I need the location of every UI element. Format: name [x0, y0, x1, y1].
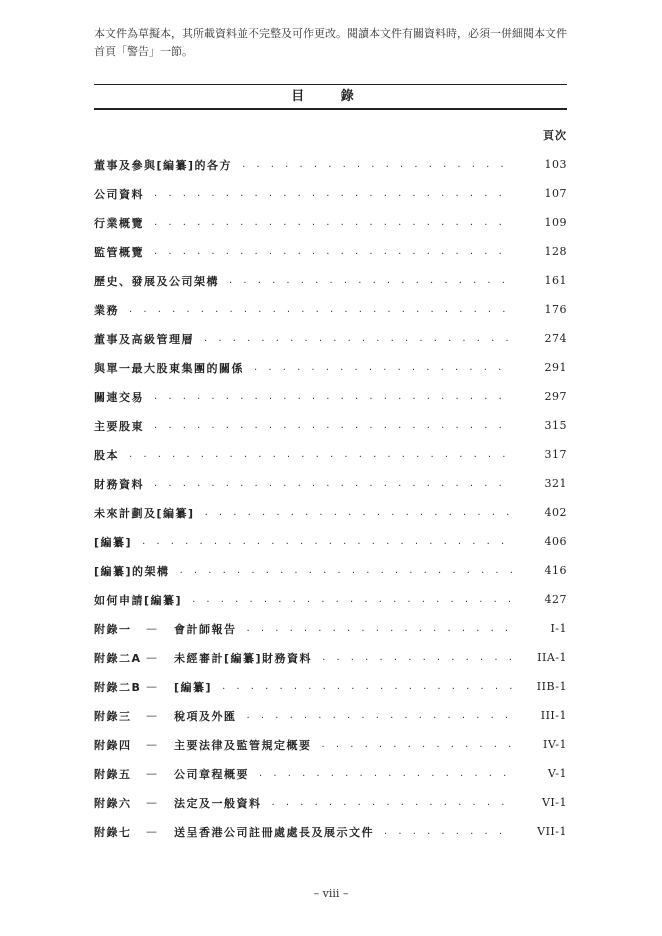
appendix-number: 附錄二B: [94, 680, 142, 694]
toc-entry-page: 402: [544, 506, 567, 519]
toc-entry-label: 業務: [94, 303, 119, 317]
dot-leader: [222, 681, 513, 692]
toc-entry-label: 公司資料: [94, 187, 144, 201]
dot-leader: [142, 536, 513, 547]
dot-leader: [154, 420, 513, 431]
toc-entry-label: [編纂]的架構: [94, 564, 170, 578]
page-number-footer: – viii –: [313, 887, 349, 900]
toc-entry-label: 董事及參與[編纂]的各方: [94, 158, 233, 172]
dot-leader: [242, 159, 513, 170]
toc-entry-label: 未來計劃及[編纂]: [94, 506, 195, 520]
toc-entry[interactable]: [94, 295, 567, 324]
toc-entry-label: 財務資料: [94, 477, 144, 491]
appendix-page: V-1: [547, 767, 567, 780]
toc-entry[interactable]: [94, 440, 567, 469]
toc-entry-page: 321: [544, 477, 567, 490]
dot-leader: [154, 188, 513, 199]
table-of-contents: [94, 150, 567, 846]
dot-leader: [247, 623, 514, 634]
toc-entry[interactable]: [94, 469, 567, 498]
toc-entry-page: 416: [544, 564, 567, 577]
appendix-title: 會計師報告: [174, 622, 237, 636]
appendix-number: 附錄四: [94, 738, 132, 752]
toc-appendix-entry[interactable]: [94, 730, 567, 759]
title-rule-bottom: [94, 108, 567, 110]
dot-leader: [154, 478, 513, 489]
appendix-page: IV-1: [543, 738, 567, 751]
toc-entry-label: 關連交易: [94, 390, 144, 404]
toc-entry[interactable]: [94, 208, 567, 237]
dot-leader: [322, 739, 514, 750]
toc-entry[interactable]: [94, 150, 567, 179]
title-rule-top: [94, 84, 567, 85]
dot-leader: [154, 246, 513, 257]
page-column-header: 頁次: [543, 129, 567, 142]
appendix-dash: —: [146, 825, 159, 838]
appendix-number: 附錄三: [94, 709, 132, 723]
dot-leader: [154, 217, 513, 228]
toc-appendix-entry[interactable]: [94, 643, 567, 672]
toc-entry-label: 股本: [94, 448, 119, 462]
appendix-dash: —: [146, 651, 159, 664]
dot-leader: [229, 275, 513, 286]
toc-entry[interactable]: [94, 266, 567, 295]
appendix-dash: —: [146, 738, 159, 751]
toc-entry[interactable]: [94, 382, 567, 411]
toc-entry[interactable]: [94, 353, 567, 382]
toc-appendix-entry[interactable]: [94, 701, 567, 730]
toc-entry[interactable]: [94, 498, 567, 527]
appendix-page: VII-1: [537, 825, 567, 838]
toc-entry-page: 107: [544, 187, 567, 200]
toc-entry-page: 128: [544, 245, 567, 258]
toc-entry[interactable]: [94, 585, 567, 614]
toc-entry-page: 161: [544, 274, 567, 287]
appendix-page: IIB-1: [536, 680, 567, 693]
dot-leader: [205, 507, 513, 518]
dot-leader: [247, 710, 514, 721]
dot-leader: [254, 362, 513, 373]
dot-leader: [204, 333, 513, 344]
toc-entry-page: 317: [544, 448, 567, 461]
appendix-dash: —: [146, 796, 159, 809]
toc-entry[interactable]: [94, 179, 567, 208]
toc-entry-page: 406: [544, 535, 567, 548]
appendix-dash: —: [146, 709, 159, 722]
appendix-page: VI-1: [541, 796, 567, 809]
toc-entry[interactable]: [94, 324, 567, 353]
toc-appendix-entry[interactable]: [94, 672, 567, 701]
toc-entry-page: 291: [544, 361, 567, 374]
appendix-dash: —: [146, 680, 159, 693]
appendix-title: 稅項及外匯: [174, 709, 237, 723]
toc-entry-page: 427: [544, 593, 567, 606]
appendix-number: 附錄六: [94, 796, 132, 810]
appendix-number: 附錄七: [94, 825, 132, 839]
appendix-title: 公司章程概要: [174, 767, 249, 781]
toc-appendix-entry[interactable]: [94, 759, 567, 788]
toc-entry[interactable]: [94, 411, 567, 440]
appendix-page: III-1: [540, 709, 567, 722]
toc-appendix-entry[interactable]: [94, 817, 567, 846]
dot-leader: [272, 797, 514, 808]
appendix-number: 附錄一: [94, 622, 132, 636]
appendix-title: 送呈香港公司註冊處處長及展示文件: [174, 825, 374, 839]
toc-entry-page: 109: [544, 216, 567, 229]
dot-leader: [129, 304, 513, 315]
dot-leader: [259, 768, 513, 779]
dot-leader: [129, 449, 513, 460]
toc-appendix-entry[interactable]: [94, 788, 567, 817]
toc-entry-label: 行業概覽: [94, 216, 144, 230]
appendix-dash: —: [146, 767, 159, 780]
toc-entry-label: 與單一最大股東集團的關係: [94, 361, 244, 375]
appendix-title: 主要法律及監管規定概要: [174, 738, 312, 752]
appendix-title: 法定及一般資料: [174, 796, 262, 810]
toc-entry-page: 297: [544, 390, 567, 403]
toc-entry[interactable]: [94, 237, 567, 266]
toc-entry-label: 如何申請[編纂]: [94, 593, 183, 607]
toc-entry-page: 315: [544, 419, 567, 432]
toc-entry-label: 主要股東: [94, 419, 144, 433]
appendix-number: 附錄五: [94, 767, 132, 781]
toc-entry-label: 監管概覽: [94, 245, 144, 259]
appendix-title: [編纂]: [174, 680, 213, 694]
dot-leader: [322, 652, 513, 663]
toc-entry[interactable]: [94, 556, 567, 585]
toc-entry-page: 103: [544, 158, 567, 171]
dot-leader: [180, 565, 513, 576]
appendix-page: IIA-1: [537, 651, 567, 664]
appendix-number: 附錄二A: [94, 651, 142, 665]
dot-leader: [384, 826, 513, 837]
toc-entry-label: 歷史、發展及公司架構: [94, 274, 219, 288]
appendix-dash: —: [146, 622, 159, 635]
appendix-title: 未經審計[編纂]財務資料: [174, 651, 313, 665]
toc-entry-page: 176: [544, 303, 567, 316]
page-title: 目 錄: [291, 89, 370, 104]
dot-leader: [154, 391, 513, 402]
toc-entry-label: [編纂]: [94, 535, 133, 549]
toc-entry-label: 董事及高級管理層: [94, 332, 194, 346]
toc-appendix-entry[interactable]: [94, 614, 567, 643]
draft-disclaimer: 本文件為草擬本，其所載資料並不完整及可作更改。閱讀本文件有關資料時，必須一併細閱本文件首頁「警告」一節。: [94, 27, 567, 58]
dot-leader: [192, 594, 513, 605]
appendix-page: I-1: [550, 622, 567, 635]
toc-entry[interactable]: [94, 527, 567, 556]
toc-entry-page: 274: [544, 332, 567, 345]
